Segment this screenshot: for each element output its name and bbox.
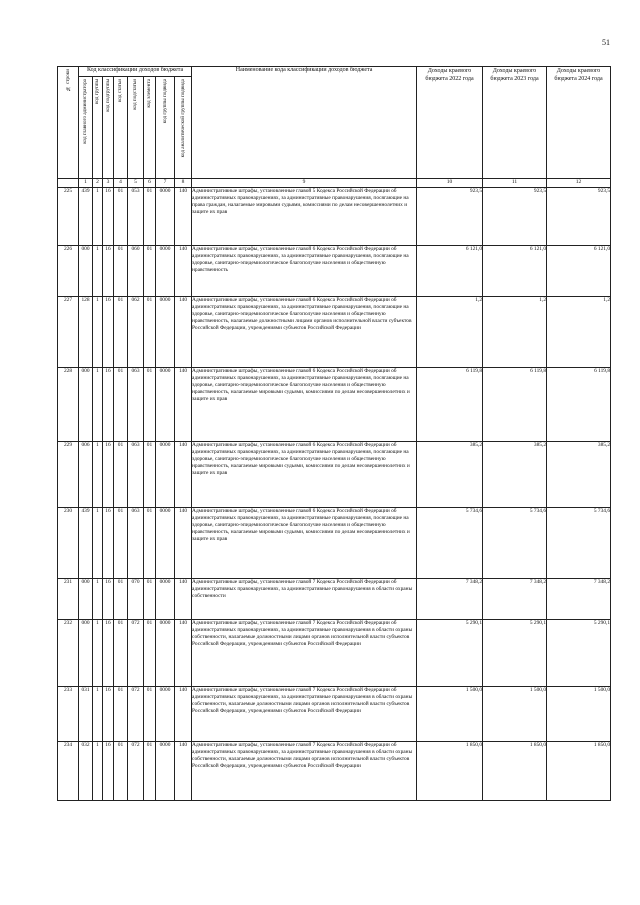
table-row [58,620,611,687]
analytic-group-code: 140 [175,579,192,620]
row-number: 227 [58,297,79,368]
subgroup-code: 16 [103,442,114,508]
row-number: 226 [58,246,79,297]
income-2024: 385,2 [547,442,611,508]
revenue-name: Административные штрафы, установленные главой 6 Кодекса Российской Федерации об административных правонарушениях, за административные правонарушения, посягающие на здоровье, санитарно-эпидемиологическое благополучие населения и общественную нравственность, налагаемые должностными лицами органов исполнительной власти субъектов Российской Федерации, учреждениями субъектов Российской Федерации [192,297,417,368]
income-2023: 923,5 [483,188,547,246]
substat-code: 060 [128,246,144,297]
income-2023: 6 119,8 [483,368,547,442]
revenue-name: Административные штрафы, установленные главой 6 Кодекса Российской Федерации об административных правонарушениях, за административные правонарушения, посягающие на здоровье, санитарно-эпидемиологическое благополучие населения и общественную нравственность, налагаемые мировыми судьями, комиссиями по делам несовершеннолетних и защите их прав [192,508,417,579]
income-2024: 1 500,0 [547,687,611,742]
income-2022: 5 734,6 [417,508,483,579]
income-2024-header: Доходы краевого бюджета 2024 года [547,67,611,179]
table-row [58,442,611,508]
subgroup-code-header [103,77,114,179]
podvid-group-code: 0000 [156,620,175,687]
table-row [58,246,611,297]
group-code: 1 [93,246,103,297]
income-2022: 6 119,8 [417,368,483,442]
analytic-group-code: 140 [175,368,192,442]
row-number: 232 [58,620,79,687]
article-code: 01 [114,297,128,368]
element-code: 01 [144,579,156,620]
article-code: 01 [114,188,128,246]
substat-code-header [128,77,144,179]
income-2022: 7 348,2 [417,579,483,620]
income-2022: 385,2 [417,442,483,508]
analytic-group-code: 140 [175,687,192,742]
group-code-header [93,77,103,179]
admin-code: 439 [79,188,93,246]
article-code: 01 [114,620,128,687]
revenue-name: Административные штрафы, установленные главой 7 Кодекса Российской Федерации об административных правонарушениях, за административные правонарушения в области охраны собственности, налагаемые должностными лицами органов исполнительной власти субъектов Российской Федерации, учреждениями субъектов Российской Федерации [192,687,417,742]
table-row [58,508,611,579]
admin-code: 006 [79,442,93,508]
revenue-name: Административные штрафы, установленные главой 6 Кодекса Российской Федерации об административных правонарушениях, за административные правонарушения, посягающие на здоровье, санитарно-эпидемиологическое благополучие населения и общественную нравственность [192,246,417,297]
income-2024: 6 121,0 [547,246,611,297]
income-2023: 5 290,1 [483,620,547,687]
admin-code: 128 [79,297,93,368]
admin-code: 000 [79,246,93,297]
subgroup-code-header-label: код подгруппы [104,79,111,112]
group-code: 1 [93,297,103,368]
column-number: 6 [144,179,156,188]
analytic-group-code: 140 [175,742,192,801]
column-number: 11 [483,179,547,188]
analytic-group-code: 140 [175,508,192,579]
analytic-group-code: 140 [175,442,192,508]
analytic-group-code-header [175,77,192,179]
podvid-group-code: 0000 [156,368,175,442]
article-code-header-label: код статьи [117,79,124,102]
income-2022: 1 850,0 [417,742,483,801]
article-code: 01 [114,368,128,442]
subgroup-code: 16 [103,297,114,368]
column-number [58,179,79,188]
analytic-group-code: 140 [175,297,192,368]
substat-code: 063 [128,368,144,442]
column-number: 8 [175,179,192,188]
element-code-header-label: код элемента [146,79,153,108]
group-code-header-label: код группы [94,79,101,104]
classification-group-header: Код классификации доходов бюджета [79,67,192,77]
table-row [58,368,611,442]
element-code: 01 [144,508,156,579]
element-code: 01 [144,246,156,297]
income-2022: 923,5 [417,188,483,246]
admin-code-header [79,77,93,179]
analytic-group-code-header-label: код аналитической группы подвида [179,79,186,158]
table-row [58,297,611,368]
column-number: 7 [156,179,175,188]
income-2023-header: Доходы краевого бюджета 2023 года [483,67,547,179]
analytic-group-code: 140 [175,246,192,297]
row-number: 229 [58,442,79,508]
podvid-group-code: 0000 [156,742,175,801]
article-code: 01 [114,687,128,742]
subgroup-code: 16 [103,620,114,687]
revenue-name: Административные штрафы, установленные главой 5 Кодекса Российской Федерации об административных правонарушениях, за административные правонарушения, посягающие на права граждан, налагаемые мировыми судьями, комиссиями по делам несовершеннолетних и защите их прав [192,188,417,246]
analytic-group-code: 140 [175,188,192,246]
row-number: 231 [58,579,79,620]
group-code: 1 [93,368,103,442]
revenue-name: Административные штрафы, установленные главой 7 Кодекса Российской Федерации об административных правонарушениях, за административные правонарушения в области охраны собственности [192,579,417,620]
table-row [58,742,611,801]
row-number: 225 [58,188,79,246]
row-number-header [58,67,79,179]
admin-code: 031 [79,687,93,742]
income-2024: 7 348,2 [547,579,611,620]
income-2024: 1 850,0 [547,742,611,801]
article-code: 01 [114,508,128,579]
row-number: 228 [58,368,79,442]
element-code: 01 [144,620,156,687]
income-2023: 7 348,2 [483,579,547,620]
subgroup-code: 16 [103,508,114,579]
name-column-header: Наименование кода классификации доходов бюджета [192,67,417,179]
income-2024: 6 119,8 [547,368,611,442]
column-number: 12 [547,179,611,188]
income-2024: 1,2 [547,297,611,368]
group-code: 1 [93,442,103,508]
article-code: 01 [114,742,128,801]
revenue-name: Административные штрафы, установленные главой 7 Кодекса Российской Федерации об административных правонарушениях, за административные правонарушения в области охраны собственности, налагаемые должностными лицами органов исполнительной власти субъектов Российской Федерации, учреждениями субъектов Российской Федерации [192,742,417,801]
income-2023: 6 121,0 [483,246,547,297]
podvid-group-code: 0000 [156,188,175,246]
element-code: 01 [144,188,156,246]
substat-code: 062 [128,297,144,368]
subgroup-code: 16 [103,687,114,742]
row-number-header-label: № строки [64,69,71,92]
subgroup-code: 16 [103,188,114,246]
admin-code: 000 [79,579,93,620]
group-code: 1 [93,620,103,687]
group-code: 1 [93,508,103,579]
subgroup-code: 16 [103,742,114,801]
substat-code: 072 [128,687,144,742]
column-number: 3 [103,179,114,188]
income-2022: 5 290,1 [417,620,483,687]
row-number: 230 [58,508,79,579]
income-2023: 1 850,0 [483,742,547,801]
article-code: 01 [114,579,128,620]
column-number: 1 [79,179,93,188]
column-number: 5 [128,179,144,188]
revenue-name: Административные штрафы, установленные главой 6 Кодекса Российской Федерации об административных правонарушениях, за административные правонарушения, посягающие на здоровье, санитарно-эпидемиологическое благополучие населения и общественную нравственность, налагаемые мировыми судьями, комиссиями по делам несовершеннолетних и защите их прав [192,442,417,508]
row-number: 234 [58,742,79,801]
group-code: 1 [93,742,103,801]
podvid-group-code: 0000 [156,442,175,508]
group-code: 1 [93,188,103,246]
article-code: 01 [114,246,128,297]
admin-code-header-label: код главного администратора [82,79,89,144]
element-code: 01 [144,742,156,801]
substat-code: 063 [128,508,144,579]
substat-code-header-label: код подстатьи [132,79,139,110]
admin-code: 439 [79,508,93,579]
substat-code: 053 [128,188,144,246]
analytic-group-code: 140 [175,620,192,687]
article-code: 01 [114,442,128,508]
group-code: 1 [93,687,103,742]
row-number: 233 [58,687,79,742]
substat-code: 070 [128,579,144,620]
income-2022: 1 500,0 [417,687,483,742]
subgroup-code: 16 [103,579,114,620]
substat-code: 072 [128,742,144,801]
revenue-name: Административные штрафы, установленные главой 7 Кодекса Российской Федерации об административных правонарушениях, за административные правонарушения в области охраны собственности, налагаемые должностными лицами органов исполнительной власти субъектов Российской Федерации, учреждениями субъектов Российской Федерации [192,620,417,687]
podvid-group-code: 0000 [156,246,175,297]
podvid-group-code: 0000 [156,687,175,742]
element-code-header [144,77,156,179]
admin-code: 032 [79,742,93,801]
subgroup-code: 16 [103,246,114,297]
income-2023: 1,2 [483,297,547,368]
income-2023: 1 500,0 [483,687,547,742]
group-code: 1 [93,579,103,620]
subgroup-code: 16 [103,368,114,442]
table-row [58,188,611,246]
column-number: 2 [93,179,103,188]
income-2024: 5 290,1 [547,620,611,687]
podvid-group-code-header-label: код группы подвида [161,79,168,124]
podvid-group-code: 0000 [156,297,175,368]
substat-code: 063 [128,442,144,508]
income-2024: 5 734,6 [547,508,611,579]
income-2024: 923,5 [547,188,611,246]
income-2022: 1,2 [417,297,483,368]
column-number: 4 [114,179,128,188]
podvid-group-code: 0000 [156,579,175,620]
podvid-group-code-header [156,77,175,179]
budget-income-table [57,66,611,801]
element-code: 01 [144,368,156,442]
substat-code: 072 [128,620,144,687]
admin-code: 000 [79,368,93,442]
income-2022: 6 121,0 [417,246,483,297]
revenue-name: Административные штрафы, установленные главой 6 Кодекса Российской Федерации об административных правонарушениях, за административные правонарушения, посягающие на здоровье, санитарно-эпидемиологическое благополучие населения и общественную нравственность, налагаемые мировыми судьями, комиссиями по делам несовершеннолетних и защите их прав [192,368,417,442]
admin-code: 000 [79,620,93,687]
podvid-group-code: 0000 [156,508,175,579]
column-number-row [58,179,611,188]
income-2023: 385,2 [483,442,547,508]
article-code-header [114,77,128,179]
column-number: 10 [417,179,483,188]
income-2023: 5 734,6 [483,508,547,579]
table-row [58,579,611,620]
element-code: 01 [144,297,156,368]
element-code: 01 [144,687,156,742]
table-row [58,687,611,742]
element-code: 01 [144,442,156,508]
column-number: 9 [192,179,417,188]
page-number: 51 [602,38,610,47]
income-2022-header: Доходы краевого бюджета 2022 года [417,67,483,179]
